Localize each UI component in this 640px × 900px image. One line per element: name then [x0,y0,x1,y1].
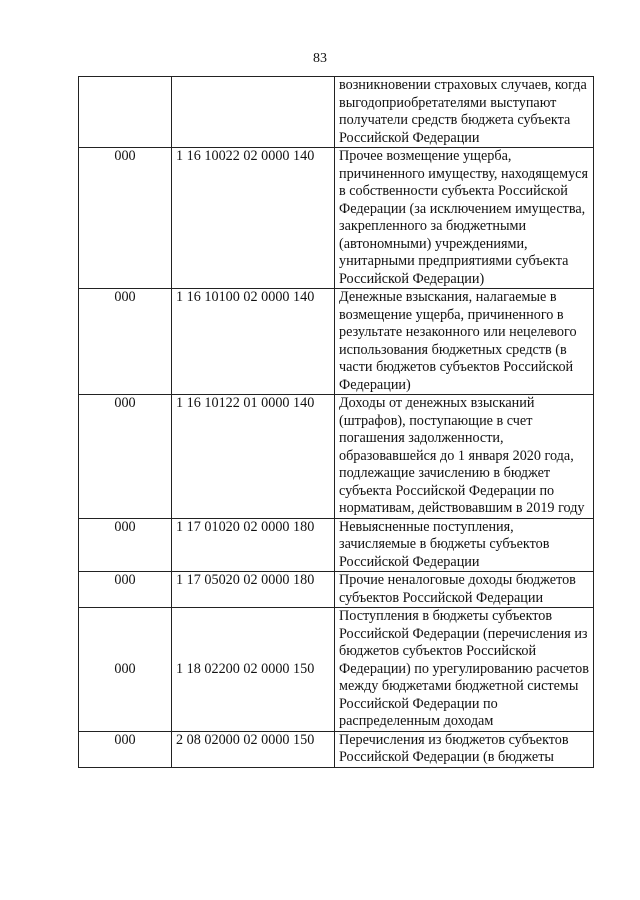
table-row [79,608,594,732]
revenue-name-cell: Прочее возмещение ущерба, причиненного имуществу, находящемуся в собственности субъекта Российской Федерации (за исключением имущества, закрепленного за бюджетными (автономными) учреждениями, унитарными предприятиями субъекта Российской Федерации) [335,148,594,289]
admin-code-cell: 000 [79,289,172,395]
page-number: 83 [313,51,327,66]
admin-code-cell [79,77,172,148]
admin-code-cell: 000 [79,518,172,572]
table-row [79,395,594,519]
budget-code-cell: 1 17 05020 02 0000 180 [172,572,335,608]
revenue-name-cell: Денежные взыскания, налагаемые в возмещение ущерба, причиненного в результате незаконного или нецелевого использования бюджетных средств (в части бюджетов субъектов Российской Федерации) [335,289,594,395]
admin-code-cell: 000 [79,731,172,767]
budget-code-cell: 1 18 02200 02 0000 150 [172,608,335,732]
table-row [79,518,594,572]
revenue-name-cell: Поступления в бюджеты субъектов Российской Федерации (перечисления из бюджетов субъектов Российской Федерации) по урегулированию расчетов между бюджетами бюджетной системы Российской Федерации по распределенным доходам [335,608,594,732]
admin-code-cell: 000 [79,148,172,289]
admin-code-cell: 000 [79,572,172,608]
budget-code-cell: 1 16 10122 01 0000 140 [172,395,335,519]
table-row [79,289,594,395]
budget-code-cell: 2 08 02000 02 0000 150 [172,731,335,767]
table-row [79,731,594,767]
revenue-name-cell: Прочие неналоговые доходы бюджетов субъектов Российской Федерации [335,572,594,608]
table-row [79,572,594,608]
budget-code-cell: 1 16 10022 02 0000 140 [172,148,335,289]
admin-code-cell: 000 [79,608,172,732]
budget-code-cell [172,77,335,148]
budget-code-cell: 1 17 01020 02 0000 180 [172,518,335,572]
table-row [79,77,594,148]
budget-revenue-table [78,76,594,768]
revenue-name-cell: Невыясненные поступления, зачисляемые в бюджеты субъектов Российской Федерации [335,518,594,572]
revenue-name-cell: Доходы от денежных взысканий (штрафов), поступающие в счет погашения задолженности, образовавшейся до 1 января 2020 года, подлежащие зачислению в бюджет субъекта Российской Федерации по нормативам, действовавшим в 2019 году [335,395,594,519]
table-row [79,148,594,289]
revenue-name-cell: возникновении страховых случаев, когда выгодоприобретателями выступают получатели средств бюджета субъекта Российской Федерации [335,77,594,148]
revenue-name-cell: Перечисления из бюджетов субъектов Российской Федерации (в бюджеты [335,731,594,767]
budget-code-cell: 1 16 10100 02 0000 140 [172,289,335,395]
admin-code-cell: 000 [79,395,172,519]
